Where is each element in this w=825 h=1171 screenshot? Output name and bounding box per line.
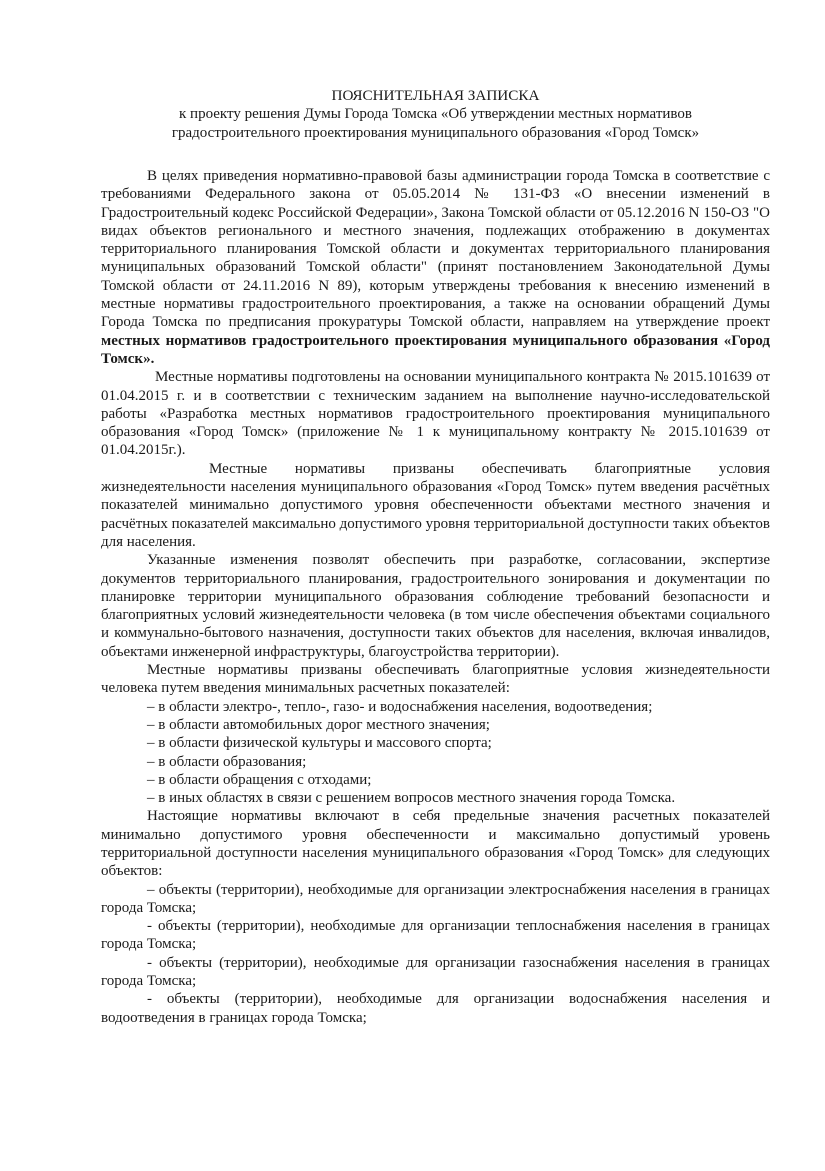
paragraph-2: Местные нормативы подготовлены на основании муниципального контракта № 2015.101639 от 01.04.2015 г. и в соответствии с техническим заданием на выполнение научно-исследовательской работы «Разработка местных нормативов градостроительного проектирования муниципального образования «Город Томск» (приложение № 1 к муниципальному контракту № 2015.101639 от 01.04.2015г.). [101, 369, 770, 459]
document-subtitle-line-2: градостроительного проектирования муниципального образования «Город Томск» [171, 125, 700, 141]
list-item: – в иных областях в связи с решением вопросов местного значения города Томска. [147, 790, 676, 807]
list-item: – в области обращения с отходами; [147, 771, 372, 788]
list-item: – в области автомобильных дорог местного значения; [147, 716, 490, 733]
document-body [101, 167, 770, 1027]
paragraph-1-text: В целях приведения нормативно-правовой базы администрации города Томска в соответствие с требованиями Федерального закона от 05.05.2014 № 131-ФЗ «О внесении изменений в Градостроительный кодекс Российской Федерации», Закона Томской области от 05.12.2016 N 150-ОЗ "О видах объектов регионального и местного значения, подлежащих отображению в документах территориального планирования Томской области и документах территориального планирования муниципальных образований Томской области" (принят постановлением Законодательной Думы Томской области от 24.11.2016 N 89), которым утверждены требования к внесению изменений в местные нормативы градостроительного проектирования, а также на основании обращений Думы Города Томска по предписания прокуратуры Томской области, направляем на утверждение проект [101, 168, 770, 331]
list-item: – в области физической культуры и массового спорта; [147, 735, 492, 752]
list-item: – в области электро-, тепло-, газо- и водоснабжения населения, водоотведения; [147, 698, 653, 715]
document-subtitle-line-1: к проекту решения Думы Города Томска «Об утверждении местных нормативов [179, 106, 692, 122]
paragraph-4: Указанные изменения позволят обеспечить при разработке, согласовании, экспертизе документов территориального планирования, градостроительного зонирования и документации по планировке территории муниципального образования соблюдение требований безопасности и благоприятных условий жизнедеятельности человека (в том числе обеспечения объектами социального и коммунально-бытового назначения, доступности таких объектов для населения, включая инвалидов, объектами инженерной инфраструктуры, благоустройства территории). [101, 552, 770, 660]
object-item: – объекты (территории), необходимые для организации электроснабжения населения в границах города Томска; [101, 881, 770, 916]
paragraph-6: Настоящие нормативы включают в себя предельные значения расчетных показателей минимально допустимого уровня обеспеченности и максимально допустимый уровень территориальной доступности населения муниципального образования «Город Томск» для следующих объектов: [101, 808, 770, 880]
object-item: - объекты (территории), необходимые для организации теплоснабжения населения в границах города Томска; [101, 918, 770, 953]
paragraph-3: Местные нормативы призваны обеспечивать благоприятные условия жизнедеятельности населения муниципального образования «Город Томск» путем введения расчётных показателей минимально допустимого уровня обеспеченности объектами местного значения и расчётных показателей максимально допустимого уровня территориальной доступности таких объектов для населения. [101, 460, 770, 550]
list-item: – в области образования; [147, 753, 307, 770]
object-item: - объекты (территории), необходимые для организации водоснабжения населения и водоотведения в границах города Томска; [101, 991, 770, 1026]
paragraph-1 [101, 167, 770, 368]
paragraph-5: Местные нормативы призваны обеспечивать благоприятные условия жизнедеятельности человека путем введения минимальных расчетных показателей: [101, 662, 770, 697]
document-title: ПОЯСНИТЕЛЬНАЯ ЗАПИСКА [331, 87, 540, 104]
paragraph-1-bold: местных нормативов градостроительного проектирования муниципального образования «Город Томск». [101, 332, 770, 367]
object-item: - объекты (территории), необходимые для организации газоснабжения населения в границах города Томска; [101, 954, 770, 990]
